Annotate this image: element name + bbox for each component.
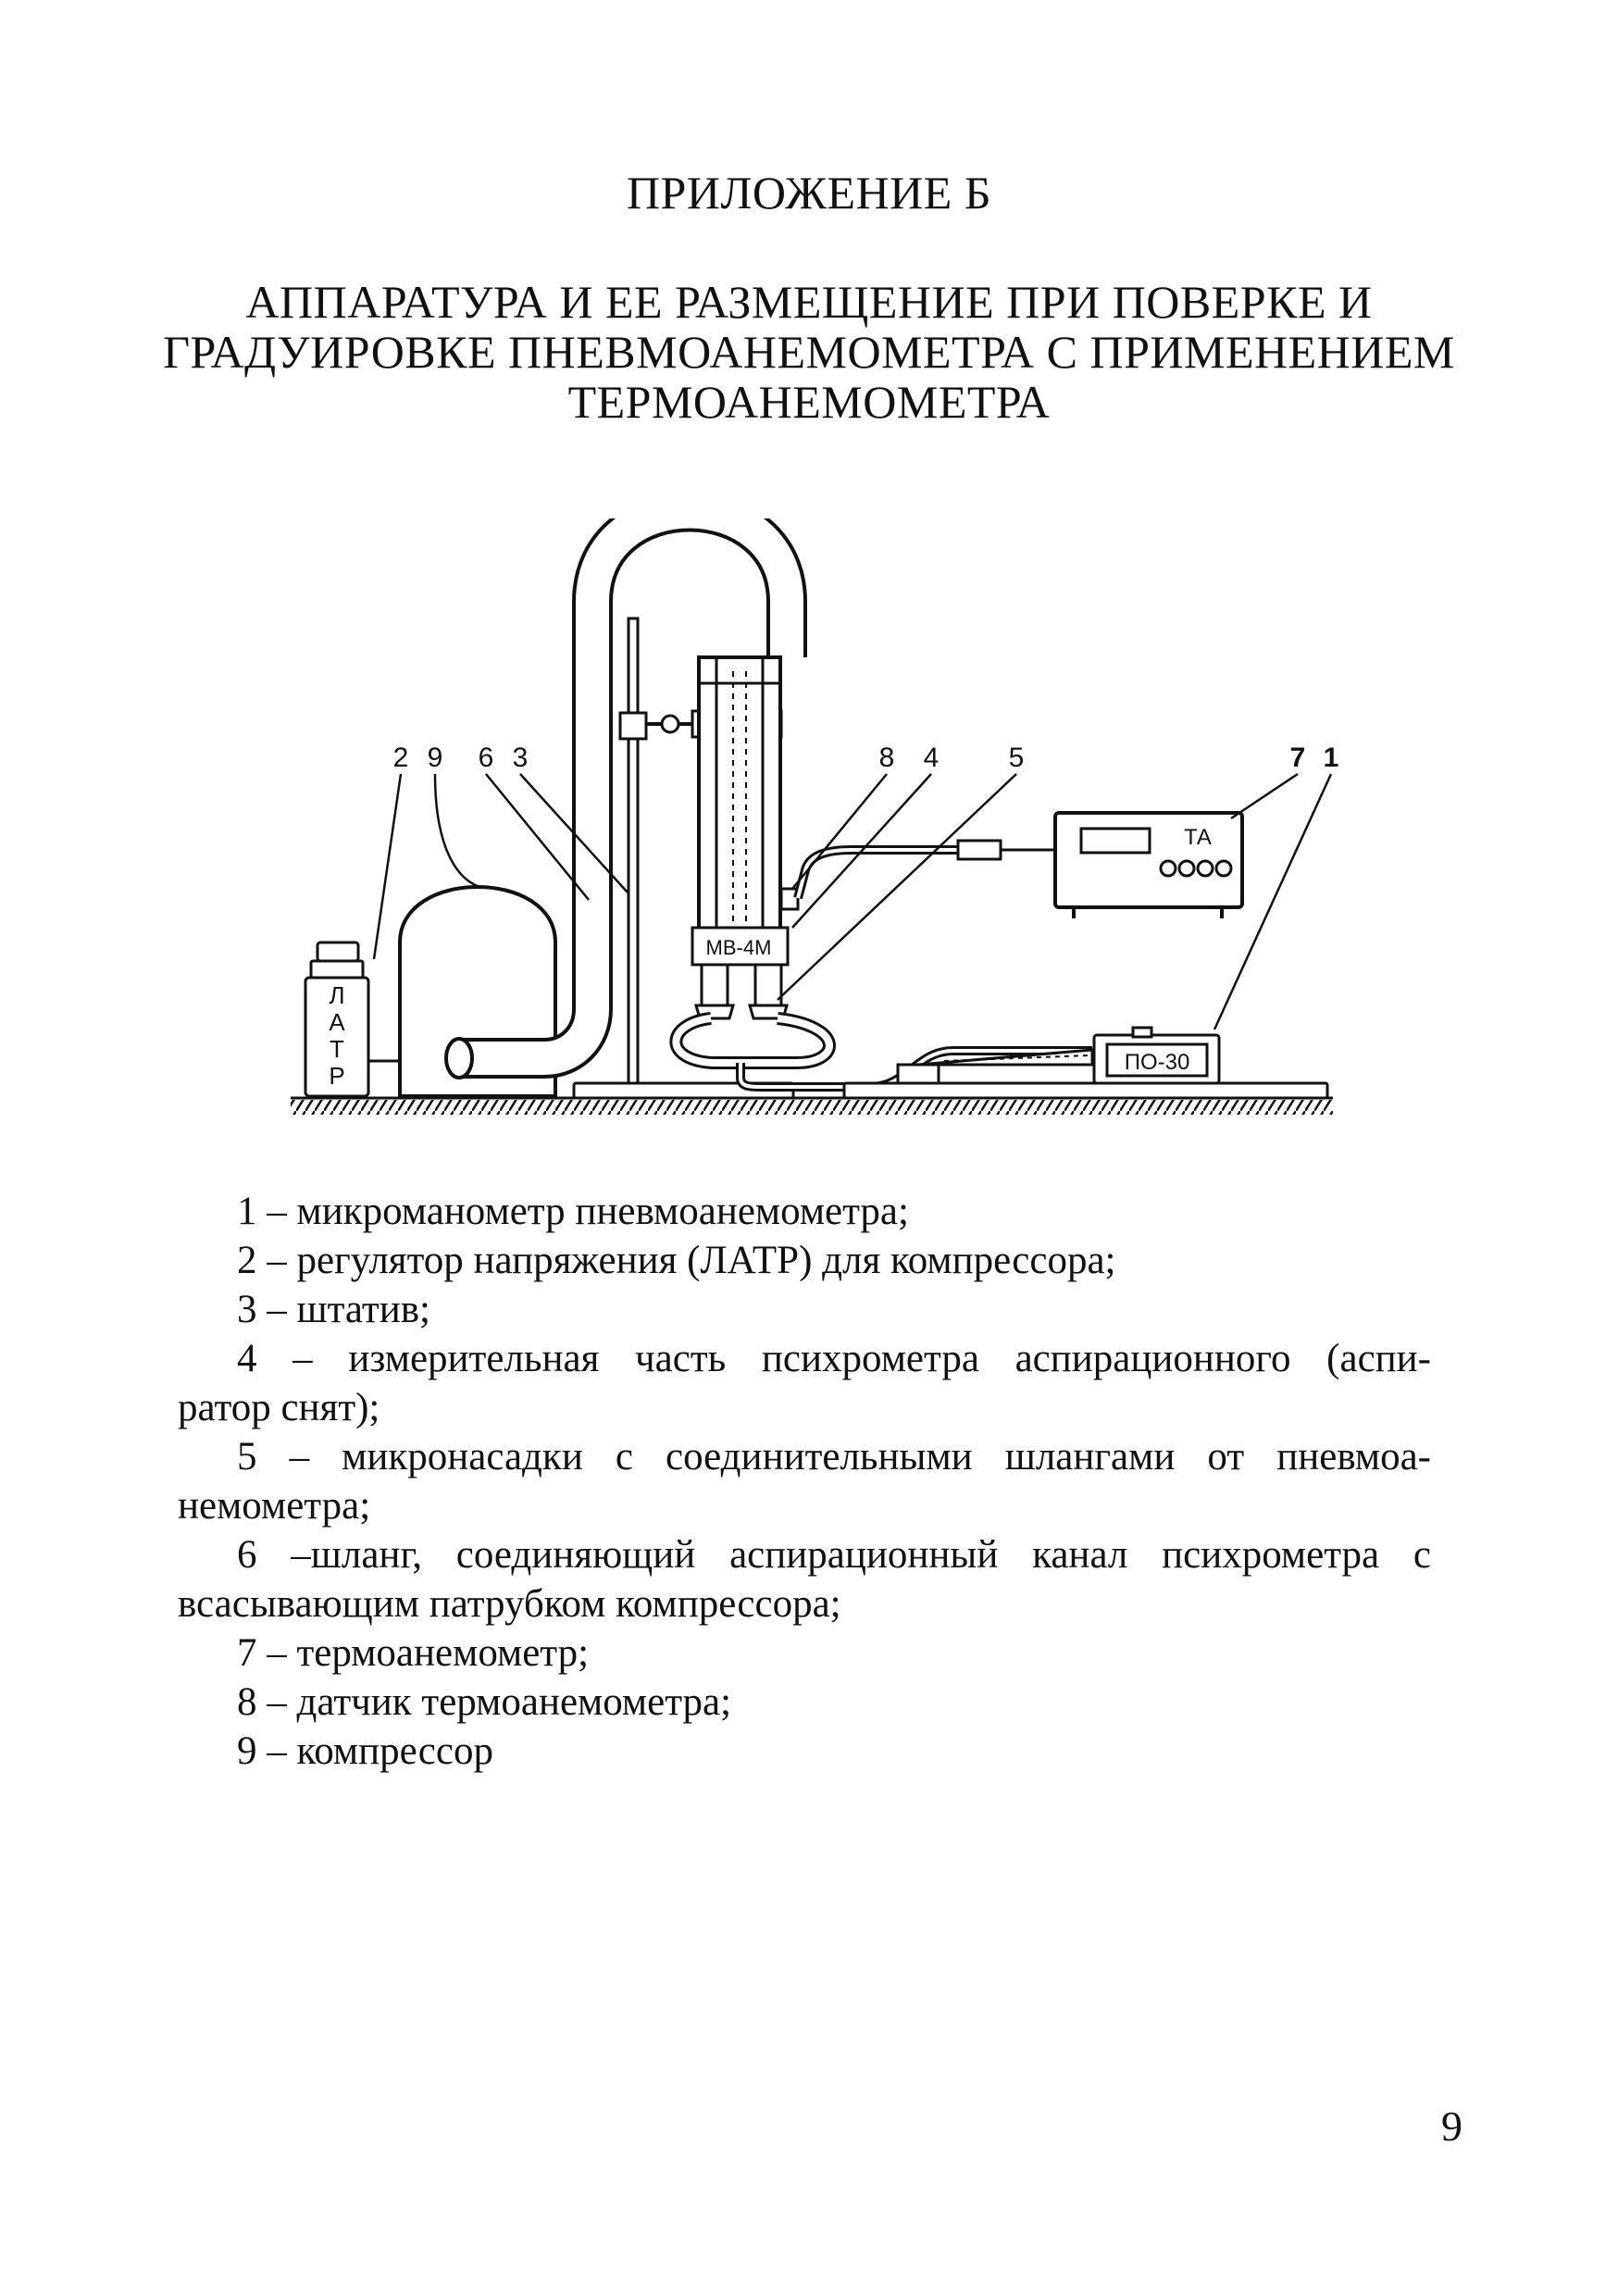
callout-label: 3 (512, 742, 529, 773)
thermoanemometer (1055, 813, 1242, 918)
psychrometer-label: МВ-4М (705, 936, 772, 959)
micromanometer-label: ПО-30 (1124, 1050, 1190, 1075)
callout-label: 9 (427, 742, 443, 773)
callout-label: 2 (392, 742, 409, 773)
psychrometer (692, 657, 798, 1018)
callout-label: 5 (1008, 742, 1025, 773)
thermoanemometer-label: ТА (1184, 825, 1212, 850)
callout-label: 4 (923, 742, 940, 773)
latr-regulator (305, 942, 368, 1096)
page-number: 9 (1441, 2103, 1462, 2150)
latr-letter: Л (329, 981, 345, 1009)
legend-item: 9 – компрессор (237, 1729, 493, 1773)
callout-label: 1 (1323, 742, 1339, 773)
title-line: ГРАДУИРОВКЕ ПНЕВМОАНЕМОМЕТРА С ПРИМЕНЕНИЕМ (163, 326, 1455, 378)
floor (291, 1098, 1333, 1115)
legend-item: всасывающим патрубком компрессора; (178, 1582, 841, 1626)
callout-labels (393, 742, 1339, 773)
legend-item: 1 – микроманометр пневмоанемометра; (237, 1190, 909, 1233)
callout-label: 8 (878, 742, 895, 773)
sensor-cable (798, 841, 1055, 898)
legend-item: немометра; (178, 1484, 371, 1528)
legend-item: 2 – регулятор напряжения (ЛАТР) для компрессора; (237, 1239, 1116, 1282)
callout-label: 7 (1289, 742, 1306, 773)
appendix-title: ПРИЛОЖЕНИЕ Б (626, 167, 992, 218)
legend-item: 5 – микронасадки с соединительными шлангами от пневмоа- (237, 1435, 1431, 1479)
legend-item: 7 – термоанемометр; (237, 1631, 590, 1675)
legend-item: ратор снят); (178, 1386, 380, 1429)
latr-letter: А (329, 1008, 345, 1036)
title-line: ТЕРМОАНЕМОМЕТРА (567, 376, 1051, 428)
legend-item: 6 –шланг, соединяющий аспирационный канал психрометра с (237, 1533, 1431, 1577)
latr-letter: Т (330, 1035, 344, 1063)
latr-letter: Р (329, 1062, 345, 1090)
callout-label: 6 (478, 742, 494, 773)
legend-item: 3 – штатив; (237, 1288, 430, 1331)
legend-item: 8 – датчик термоанемометра; (237, 1680, 732, 1724)
title-line: АППАРАТУРА И ЕЕ РАЗМЕЩЕНИЕ ПРИ ПОВЕРКЕ И (245, 276, 1373, 328)
legend-item: 4 – измерительная часть психрометра аспирационного (аспи- (237, 1337, 1431, 1380)
equipment-diagram (278, 518, 1351, 1148)
nozzle-hoses (676, 1018, 1092, 1087)
